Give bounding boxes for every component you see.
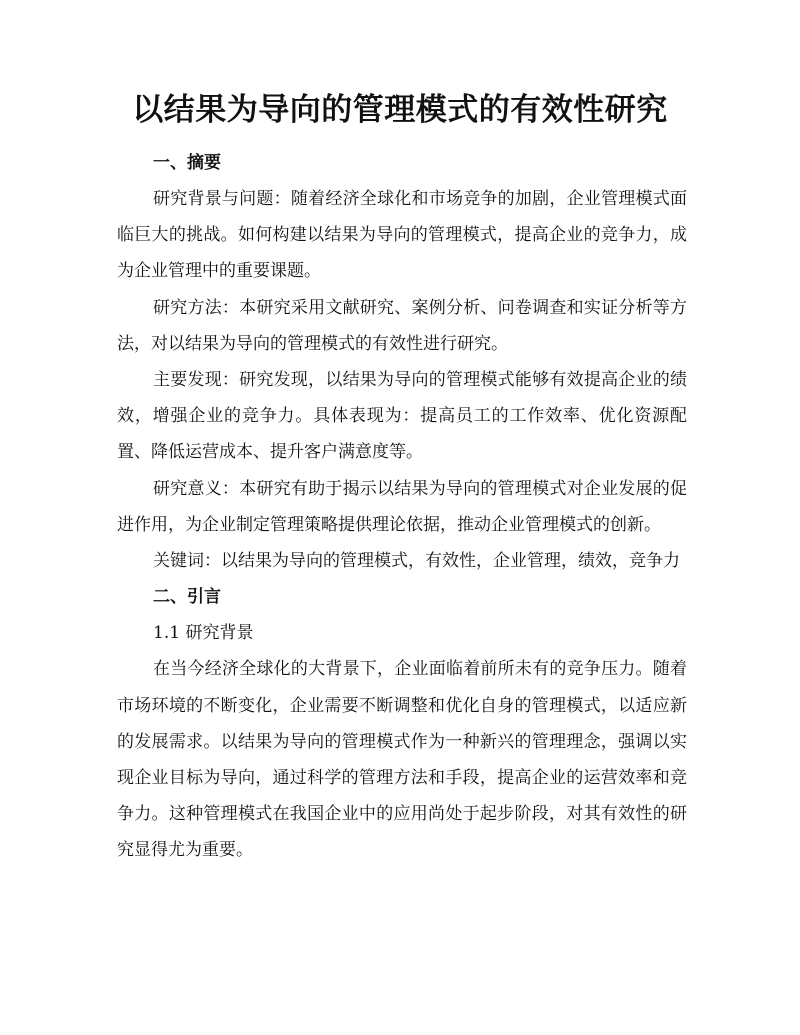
abstract-methods-paragraph: 研究方法：本研究采用文献研究、案例分析、问卷调查和实证分析等方法，对以结果为导向的管理模式的有效性进行研究。 xyxy=(117,297,687,354)
abstract-findings-paragraph: 主要发现：研究发现，以结果为导向的管理模式能够有效提高企业的绩效，增强企业的竞争力。具体表现为：提高员工的工作效率、优化资源配置、降低运营成本、提升客户满意度等。 xyxy=(117,370,687,463)
section-heading-abstract: 一、摘要 xyxy=(153,153,221,173)
document-body xyxy=(117,145,687,869)
introduction-paragraph: 在当今经济全球化的大背景下，企业面临着前所未有的竞争压力。随着市场环境的不断变化，企业需要不断调整和优化自身的管理模式，以适应新的发展需求。以结果为导向的管理模式作为一种新兴的管理理念，强调以实现企业目标为导向，通过科学的管理方法和手段，提高企业的运营效率和竞争力。这种管理模式在我国企业中的应用尚处于起步阶段，对其有效性的研究显得尤为重要。 xyxy=(117,659,687,861)
subsection-heading-research-background: 1.1 研究背景 xyxy=(153,623,254,644)
abstract-background-paragraph: 研究背景与问题：随着经济全球化和市场竞争的加剧，企业管理模式面临巨大的挑战。如何构建以结果为导向的管理模式，提高企业的竞争力，成为企业管理中的重要课题。 xyxy=(117,189,687,282)
abstract-significance-paragraph: 研究意义：本研究有助于揭示以结果为导向的管理模式对企业发展的促进作用，为企业制定管理策略提供理论依据，推动企业管理模式的创新。 xyxy=(117,478,687,535)
document-title: 以结果为导向的管理模式的有效性研究 xyxy=(132,92,668,128)
section-heading-introduction: 二、引言 xyxy=(153,587,221,608)
keywords-paragraph: 关键词：以结果为导向的管理模式，有效性，企业管理，绩效，竞争力 xyxy=(153,551,680,572)
